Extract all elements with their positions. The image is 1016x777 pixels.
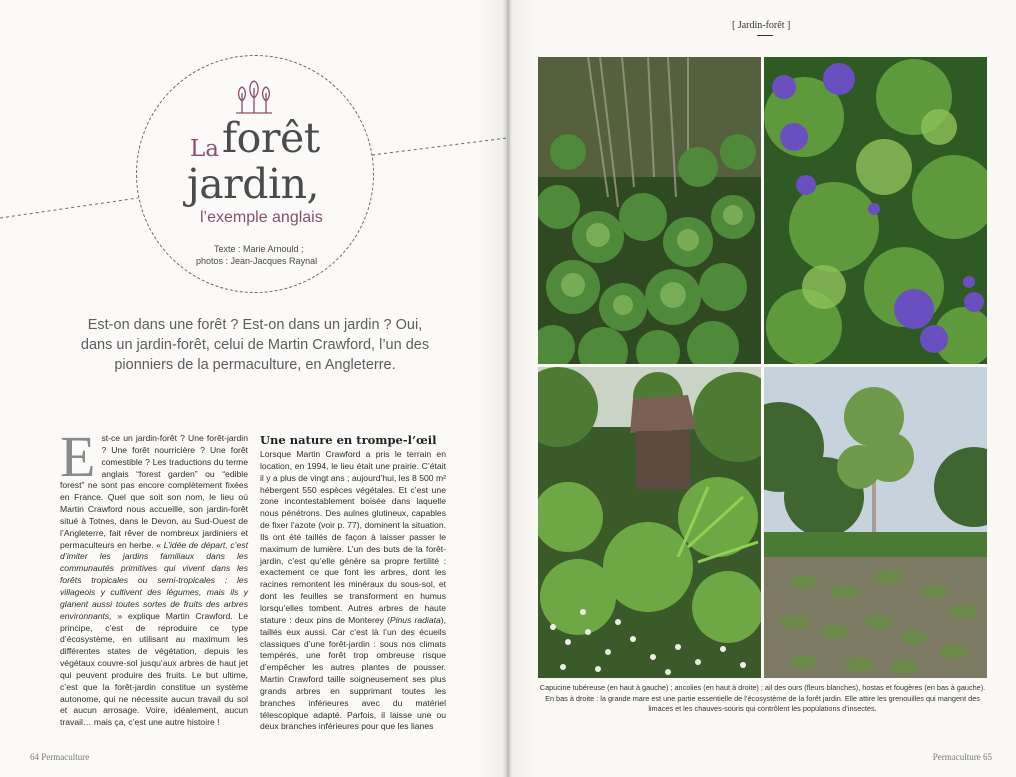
photo-caption: Capucine tubéreuse (en haut à gauche) ; ancolies (en haut à droite) ; ail des ours (fleurs blanches), hostas et fougères (en bas à gauche). En bas à droite : la grande mare est une partie essentielle de l’écosystème de la forêt jardin. Elle attire les grenouilles qui mangent des limaces et les chauves-souris qui contrôlent les populations d’insectes.	[539, 683, 986, 713]
column2-text-b: ), taillés eux aussi. Car c’est là l’un des écueils classiques d’une forêt-jardin : sous nos climats tempérés, une forêt trop ombreuse risque d’empêcher les autres plantes de pousser. Martin Crawford taille soigneusement ses plus grands arbres en supprimant toutes les branches inférieures avec du matériel télescopique adapté. Parfois, il laisse une ou deux branches inférieures pour que les lianes	[260, 614, 446, 732]
right-page	[510, 0, 1016, 777]
ancolies-photo	[764, 57, 987, 364]
column1-text-a: st-ce un jardin-forêt ? Une forêt-jardin ? Une forêt nourricière ? Une forêt comestible ? Les traductions du terme anglais “forest garden” ou “edible forest” ne sont pas encore complètement fixées en France. Quel que soit son nom, le lieu où Martin Crawford nous accueille, son jardin-forêt situé à Totnes, dans le Devon, au Sud-Ouest de l’Angleterre, fait rêver de nombreux jardiniers et permaculteurs en herbe. «	[60, 433, 248, 550]
subtitle: l’exemple anglais	[200, 209, 323, 226]
page-folio-right: Permaculture 65	[932, 752, 992, 762]
body-column-1	[60, 424, 248, 729]
section-rubric: [ Jardin-forêt ]	[732, 20, 791, 31]
intro-standfirst: Est-on dans une forêt ? Est-on dans un jardin ? Oui, dans un jardin-forêt, celui de Martin Crawford, l’un des pionniers de la permaculture, en Angleterre.	[80, 317, 430, 373]
mare-photo	[764, 367, 987, 678]
title-article: La	[190, 136, 219, 162]
body-column-2	[260, 433, 446, 733]
rubric-underline	[757, 35, 773, 36]
column2-paragraph	[260, 449, 446, 733]
page-folio-left: 64 Permaculture	[30, 752, 90, 762]
title-word-jardin: jardin,	[187, 160, 320, 208]
dropcap: E	[60, 424, 96, 489]
capucine-photo	[538, 57, 761, 364]
trees-icon	[234, 79, 274, 119]
author-credit: Texte : Marie Arnould ;	[214, 244, 304, 254]
column1-text-b: » explique Martin Crawford. Le principe, c’est de reproduire ce type d’écosystème, en utilisant au maximum les différentes states de végétation, depuis les végétaux couvre-sol jusqu’aux arbres de haut jet qui peuvent produire des fruits. Le but ultime, c’est que la forêt-jardin constitue un système autonome, qui ne nécessite aucun travail du sol et aucun arrosage. Voire, idéalement, aucun travail… mais ça, c’est une autre histoire !	[60, 610, 248, 728]
left-page	[0, 0, 507, 777]
column1-quote: L’idée de départ, c’est d’imiter les jardins familiaux dans les communautés primitives qui vivent dans les forêts tropicales ou semi-tropicales : les villageois y cultivent des légumes, mais ils y glanent aussi toutes sortes de fruits des arbres environnants,	[60, 539, 248, 621]
title-word-foret: forêt	[222, 114, 320, 162]
photo-credit: photos : Jean-Jacques Raynal	[196, 256, 318, 266]
ail-fougeres-photo	[538, 367, 761, 678]
section-heading: Une nature en trompe-l’œil	[260, 433, 437, 447]
column2-latin-name: Pinus radiata	[389, 614, 441, 625]
column2-text-a: Lorsque Martin Crawford a pris le terrain en location, en 1994, le lieu était une prairie. C’était il y a plus de vingt ans ; aujourd’hui, les 8 500 m² hébergent 550 espèces végétales. Et c’est une zone incontestablement boisée dans laquelle nous pénétrons. Des aulnes glutineux, capables de fixer l’azote (voir p. 77), dominent la situation. Ils ont été taillés de façon à laisser passer le maximum de lumière. L’un des buts de la forêt-jardin, c’est qu’elle génère sa propre fertilité : exactement ce que font les arbres, dont les racines remontent les minéraux du sous-sol, et dont les feuilles se transforment en humus lorsqu’elles tombent. Autres arbres de haute stature : deux pins de Monterey (	[260, 449, 446, 625]
